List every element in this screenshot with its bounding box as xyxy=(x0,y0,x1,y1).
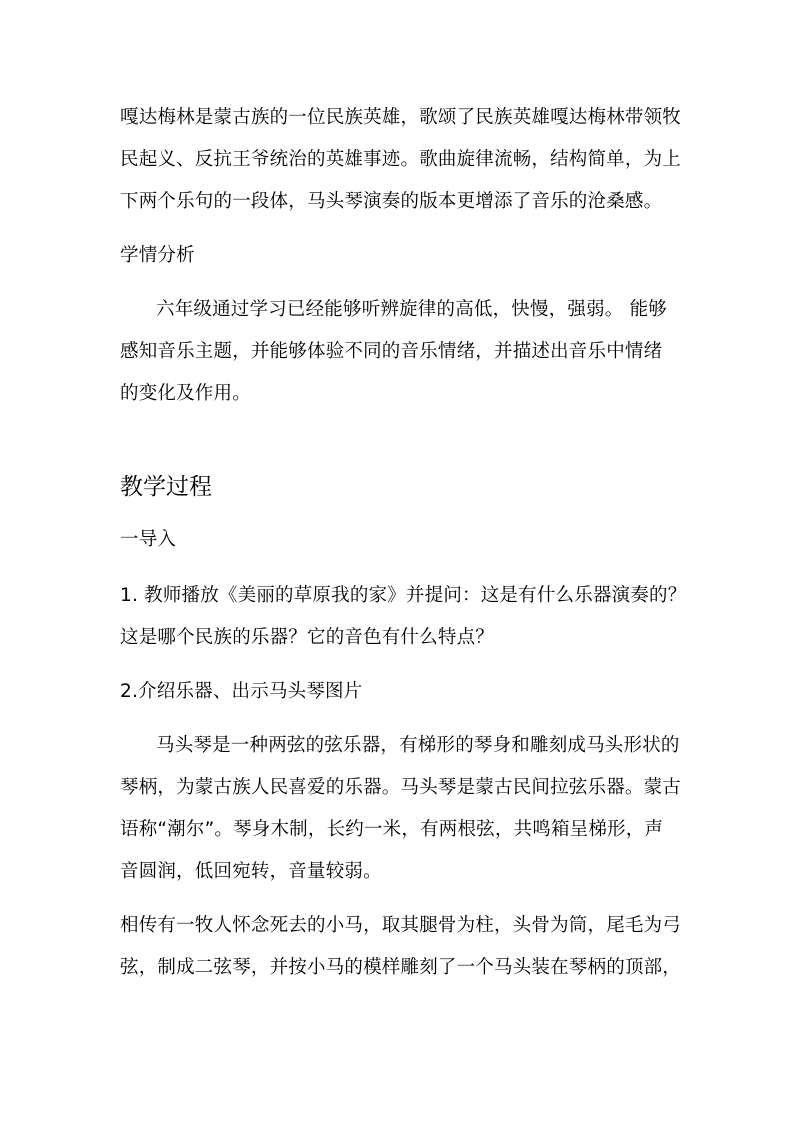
analysis-line-3: 的变化及作用。 xyxy=(120,383,251,404)
intro-line-2: 民起义、反抗王爷统治的英雄事迹。歌曲旋律流畅，结构简单，为上 xyxy=(120,149,682,170)
analysis-line-1: 六年级通过学习已经能够听辨旋律的高低，快慢，强弱。 能够 xyxy=(156,299,667,320)
legend-line-2: 弦，制成二弦琴，并按小马的模样雕刻了一个马头装在琴柄的顶部， xyxy=(120,957,682,978)
section-one-heading: 一导入 xyxy=(120,529,177,550)
item-one-line-1: 1. 教师播放《美丽的草原我的家》并提问：这是有什么乐器演奏的？ xyxy=(120,585,687,606)
instrument-line-4: 音圆润，低回宛转，音量较弱。 xyxy=(120,861,382,882)
instrument-line-2: 琴柄，为蒙古族人民喜爱的乐器。马头琴是蒙古民间拉弦乐器。蒙古 xyxy=(120,777,682,798)
process-heading: 教学过程 xyxy=(120,474,212,500)
analysis-heading: 学情分析 xyxy=(120,245,195,266)
instrument-line-1: 马头琴是一种两弦的弦乐器，有梯形的琴身和雕刻成马头形状的 xyxy=(156,735,680,756)
legend-line-1: 相传有一牧人怀念死去的小马，取其腿骨为柱，头骨为筒，尾毛为弓 xyxy=(120,915,682,936)
item-one-line-2: 这是哪个民族的乐器？它的音色有什么特点？ xyxy=(120,627,495,648)
analysis-line-2: 感知音乐主题，并能够体验不同的音乐情绪，并描述出音乐中情绪 xyxy=(120,341,663,362)
intro-line-1: 嘎达梅林是蒙古族的一位民族英雄，歌颂了民族英雄嘎达梅林带领牧 xyxy=(120,107,682,128)
item-two-heading: 2.介绍乐器、出示马头琴图片 xyxy=(120,681,363,702)
instrument-line-3: 语称“潮尔”。琴身木制，长约一米，有两根弦，共鸣箱呈梯形，声 xyxy=(120,819,664,840)
intro-line-3: 下两个乐句的一段体，马头琴演奏的版本更增添了音乐的沧桑感。 xyxy=(120,191,663,212)
